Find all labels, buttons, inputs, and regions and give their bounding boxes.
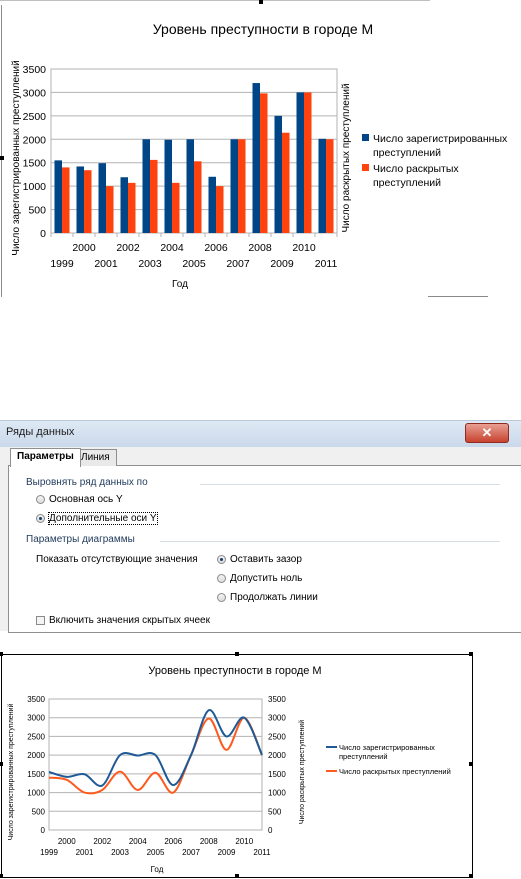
dialog-title: Ряды данных bbox=[6, 426, 75, 438]
radio-secondary-axis[interactable] bbox=[36, 513, 157, 524]
y-tick-label: 0 bbox=[40, 826, 45, 835]
x-tick-label: 1999 bbox=[50, 258, 74, 270]
y-tick-label: 500 bbox=[31, 807, 45, 817]
y-tick-label: 3500 bbox=[27, 695, 45, 704]
x-tick-label: 2004 bbox=[128, 837, 147, 846]
y-tick-label: 1500 bbox=[27, 769, 45, 779]
radio-primary-axis-label: Основная ось Y bbox=[49, 494, 123, 505]
y-tick-label: 1000 bbox=[27, 788, 45, 798]
x-tick-label: 2000 bbox=[57, 837, 76, 846]
radio-secondary-axis-label: Дополнительные оси Y bbox=[49, 513, 157, 524]
x-tick-label: 2003 bbox=[111, 848, 129, 857]
checkbox-hidden-cells[interactable] bbox=[36, 615, 210, 626]
bar-registered bbox=[319, 139, 327, 233]
y-tick-label: 2000 bbox=[22, 134, 46, 147]
radio-indicator bbox=[36, 495, 45, 504]
bar-registered bbox=[55, 160, 63, 233]
bar-registered bbox=[297, 92, 305, 233]
dialog-titlebar[interactable] bbox=[0, 421, 521, 447]
y-tick-label: 3000 bbox=[27, 713, 45, 723]
bar-solved bbox=[106, 186, 114, 233]
tab-parameters[interactable]: Параметры bbox=[10, 448, 81, 467]
bar-solved bbox=[216, 186, 224, 233]
radio-continue-line-label: Продолжать линии bbox=[230, 592, 318, 603]
x-tick-label: 2001 bbox=[75, 848, 94, 857]
legend-registered-line2: преступлений bbox=[373, 147, 441, 159]
y-tick-label: 3500 bbox=[22, 64, 46, 76]
y-tick-label: 1000 bbox=[22, 181, 46, 194]
y-tick-label-right: 500 bbox=[268, 807, 282, 817]
y-tick-label: 2000 bbox=[27, 751, 45, 761]
y-tick-label-right: 2000 bbox=[268, 751, 286, 761]
bar-registered bbox=[77, 166, 85, 233]
x-tick-label: 1999 bbox=[40, 848, 58, 857]
bar-registered bbox=[187, 139, 195, 233]
bar-solved bbox=[128, 183, 136, 233]
legend-registered-line2: преступлений bbox=[339, 752, 388, 761]
x-tick-label: 2008 bbox=[248, 242, 272, 254]
align-group-divider bbox=[200, 484, 500, 485]
radio-indicator bbox=[217, 593, 226, 602]
bar-registered bbox=[121, 177, 129, 233]
chart-params-divider bbox=[160, 541, 500, 542]
y-tick-label: 500 bbox=[28, 204, 46, 217]
x-tick-label: 2005 bbox=[146, 848, 165, 857]
x-axis-label: Год bbox=[172, 279, 188, 290]
chart-title: Уровень преступности в городе М bbox=[148, 665, 322, 677]
x-tick-label: 2009 bbox=[270, 258, 294, 270]
y-tick-label: 0 bbox=[40, 228, 46, 240]
checkbox-indicator bbox=[36, 616, 45, 625]
radio-continue-line[interactable] bbox=[217, 592, 318, 603]
missing-values-label: Показать отсутствующие значения bbox=[36, 554, 198, 565]
top-bar-chart bbox=[0, 0, 521, 300]
x-tick-label: 2002 bbox=[116, 242, 140, 254]
bar-solved bbox=[260, 93, 268, 233]
chart-params-group-label: Параметры диаграммы bbox=[26, 534, 135, 545]
top-chart-area bbox=[0, 0, 508, 300]
radio-indicator bbox=[217, 555, 226, 564]
y-tick-label: 2500 bbox=[22, 110, 46, 123]
y-tick-label-right: 3500 bbox=[268, 695, 286, 704]
x-axis-label: Год bbox=[150, 865, 164, 874]
radio-indicator bbox=[36, 514, 45, 523]
y-axis-label-right: Число раскрытых преступлений bbox=[299, 719, 306, 825]
x-tick-label: 2007 bbox=[226, 258, 250, 270]
bar-registered bbox=[165, 140, 173, 233]
bar-registered bbox=[231, 139, 239, 233]
y-tick-label: 3000 bbox=[22, 87, 46, 100]
align-group-label: Выровнять ряд данных по bbox=[26, 477, 148, 488]
legend-swatch-registered bbox=[362, 134, 369, 141]
legend-solved-line2: преступлений bbox=[373, 177, 441, 189]
bar-registered bbox=[209, 177, 217, 233]
close-icon: ✕ bbox=[481, 425, 493, 440]
legend-swatch-solved bbox=[362, 164, 369, 171]
y-tick-label: 2500 bbox=[27, 732, 45, 742]
x-tick-label: 2006 bbox=[164, 837, 183, 846]
y-tick-label-right: 3000 bbox=[268, 713, 286, 723]
bar-solved bbox=[282, 133, 290, 233]
bar-solved bbox=[238, 139, 246, 233]
bar-registered bbox=[253, 83, 261, 233]
bar-registered bbox=[99, 163, 107, 233]
x-tick-label: 2005 bbox=[182, 258, 206, 270]
radio-indicator bbox=[217, 574, 226, 583]
data-series-dialog bbox=[0, 420, 521, 631]
bar-solved bbox=[150, 160, 158, 233]
bar-solved bbox=[84, 170, 92, 233]
y-tick-label: 1500 bbox=[22, 157, 46, 170]
close-button[interactable] bbox=[465, 423, 509, 443]
bar-registered bbox=[143, 139, 151, 233]
x-tick-label: 2011 bbox=[314, 258, 338, 270]
y-axis-label-right: Число раскрытых преступлений bbox=[341, 83, 352, 233]
x-tick-label: 2009 bbox=[217, 848, 236, 857]
bar-solved bbox=[326, 139, 334, 233]
bar-registered bbox=[275, 116, 283, 233]
bar-solved bbox=[304, 92, 312, 233]
bar-solved bbox=[62, 167, 70, 233]
chart-title: Уровень преступности в городе М bbox=[152, 21, 374, 37]
checkbox-hidden-cells-label: Включить значения скрытых ячеек bbox=[49, 615, 210, 626]
y-tick-label-right: 1000 bbox=[268, 788, 286, 798]
tab-line[interactable]: Линия bbox=[74, 449, 117, 466]
radio-primary-axis[interactable] bbox=[36, 494, 123, 505]
y-tick-label-right: 0 bbox=[268, 826, 273, 835]
x-tick-label: 2008 bbox=[199, 837, 218, 846]
y-axis-label-left: Число зарегистрированных преступлений bbox=[11, 60, 22, 256]
legend-solved-label: Число раскрытых преступлений bbox=[339, 767, 451, 776]
radio-leave-gap-label: Оставить зазор bbox=[230, 554, 302, 565]
radio-assume-zero-label: Допустить ноль bbox=[230, 573, 303, 584]
legend-registered-line1: Число зарегистрированных bbox=[339, 743, 435, 752]
y-tick-label-right: 1500 bbox=[268, 769, 286, 779]
bar-solved bbox=[194, 161, 202, 233]
x-tick-label: 2004 bbox=[160, 242, 184, 254]
x-tick-label: 2010 bbox=[235, 837, 254, 846]
x-tick-label: 2001 bbox=[94, 258, 118, 270]
legend-solved-line1: Число раскрытых bbox=[373, 163, 459, 175]
bottom-line-chart bbox=[0, 654, 521, 879]
x-tick-label: 2002 bbox=[93, 837, 112, 846]
y-axis-label-left: Число зарегистрированных преступлений bbox=[8, 703, 15, 841]
y-tick-label-right: 2500 bbox=[268, 732, 286, 742]
tab-panel bbox=[8, 465, 521, 633]
x-tick-label: 2000 bbox=[72, 242, 96, 254]
x-tick-label: 2007 bbox=[182, 848, 200, 857]
x-tick-label: 2011 bbox=[253, 848, 271, 857]
radio-leave-gap[interactable] bbox=[217, 554, 302, 565]
legend-registered-line1: Число зарегистрированных bbox=[373, 133, 508, 145]
plot-area bbox=[49, 699, 262, 830]
x-tick-label: 2006 bbox=[204, 242, 228, 254]
x-tick-label: 2003 bbox=[138, 258, 162, 270]
x-tick-label: 2010 bbox=[292, 242, 316, 254]
bar-solved bbox=[172, 183, 180, 233]
radio-assume-zero[interactable] bbox=[217, 573, 302, 584]
